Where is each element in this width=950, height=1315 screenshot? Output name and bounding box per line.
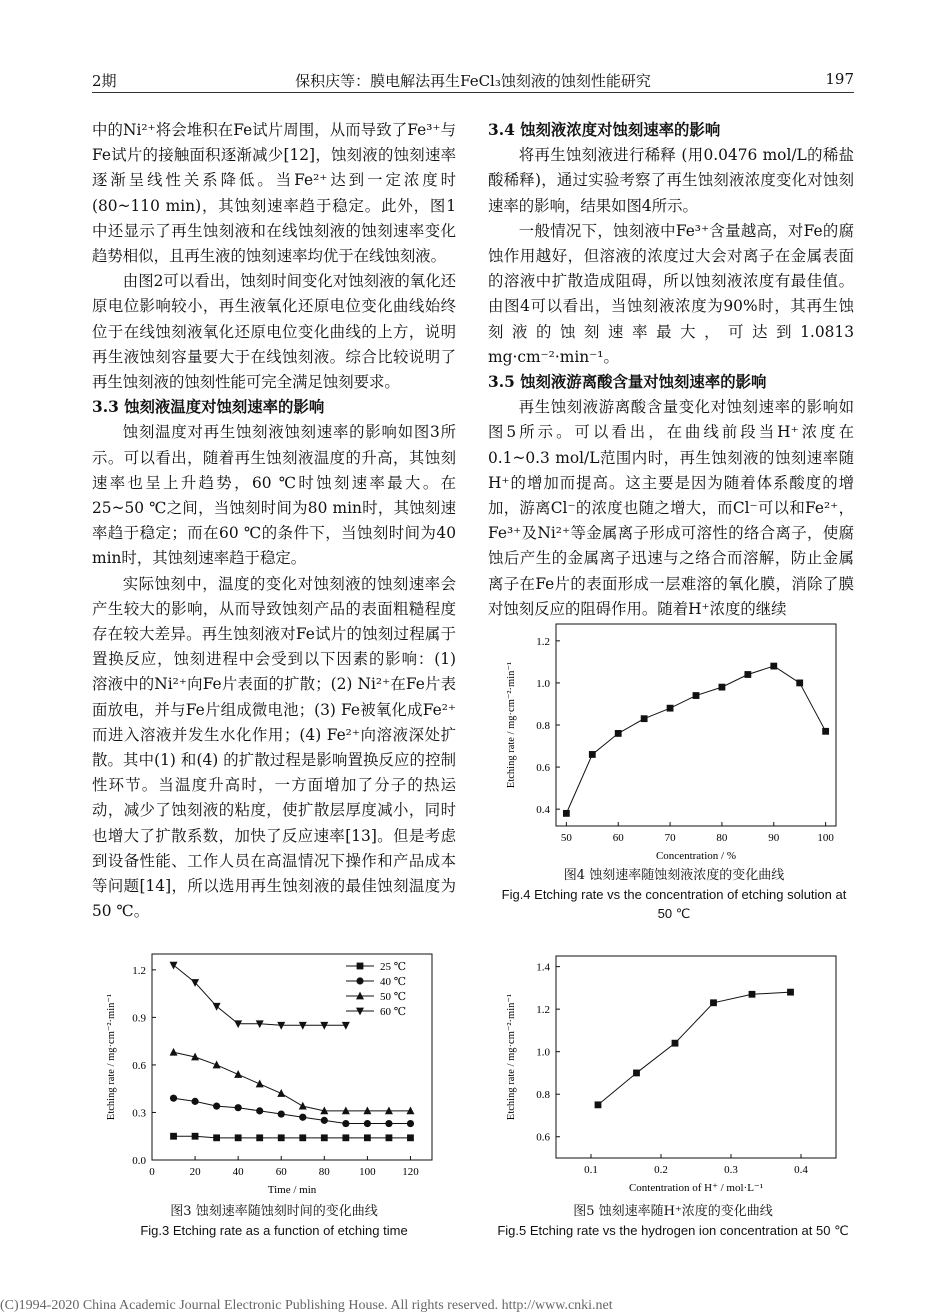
- y-tick-label: 1.2: [536, 635, 550, 648]
- data-point: [589, 751, 596, 758]
- data-point: [744, 671, 751, 678]
- y-axis-label: Etching rate / mg·cm⁻²·min⁻¹: [506, 993, 517, 1121]
- data-point: [641, 715, 648, 722]
- legend-marker: [357, 963, 364, 970]
- data-point: [213, 1103, 220, 1110]
- data-point: [770, 663, 777, 670]
- data-point: [256, 1080, 264, 1088]
- body-paragraph: 将再生蚀刻液进行稀释 (用0.0476 mol/L的稀盐酸稀释)，通过实验考察了再生蚀刻液浓度变化对蚀刻速率的影响，结果如图4所示。: [488, 146, 854, 215]
- x-tick-label: 0.3: [724, 1164, 738, 1176]
- figure-5-caption-cn: 图5 蚀刻速率随H⁺浓度的变化曲线: [573, 1204, 773, 1219]
- data-point: [672, 1040, 679, 1047]
- data-point: [822, 728, 829, 735]
- plot-frame: [556, 956, 836, 1158]
- data-point: [342, 1134, 349, 1141]
- data-point: [191, 1098, 198, 1105]
- y-tick-label: 0.4: [536, 804, 550, 817]
- data-point: [386, 1134, 393, 1141]
- x-axis-label: Contentration of H⁺ / mol·L⁻¹: [628, 1182, 764, 1194]
- x-tick-label: 60: [275, 1166, 287, 1178]
- data-point: [321, 1117, 328, 1124]
- legend-label: 25 ℃: [380, 961, 407, 973]
- data-point: [170, 1048, 178, 1056]
- x-tick-label: 100: [817, 832, 834, 844]
- plot-frame: [556, 624, 836, 826]
- y-tick-label: 0.8: [536, 1089, 550, 1102]
- data-point: [277, 1089, 285, 1097]
- figure-3-chart: [100, 946, 440, 1198]
- figure-5-caption: [490, 1202, 856, 1240]
- figure-5-caption-en: Fig.5 Etching rate vs the hydrogen ion concentration at 50 ℃: [497, 1223, 849, 1238]
- series-line: [598, 992, 791, 1105]
- data-point: [256, 1134, 263, 1141]
- body-paragraph: 中的Ni²⁺将会堆积在Fe试片周围，从而导致了Fe³⁺与Fe试片的接触面积逐渐减少[12]，蚀刻液的蚀刻速率逐渐呈线性关系降低。当Fe²⁺达到一定浓度时(80~110 min)，其蚀刻速率趋于稳定。此外，图1中还显示了再生蚀刻液和在线蚀刻液的蚀刻速率变化趋势相似，且再生液的蚀刻速率均优于在线蚀刻液。: [92, 121, 456, 266]
- running-title: 保积庆等：膜电解法再生FeCl₃蚀刻液的蚀刻性能研究: [295, 72, 651, 90]
- y-tick-label: 0.8: [536, 720, 550, 732]
- body-paragraph: 实际蚀刻中，温度的变化对蚀刻液的蚀刻速率会产生较大的影响，从而导致蚀刻产品的表面粗糙程度存在较大差异。再生蚀刻液对Fe试片的蚀刻过程属于置换反应，蚀刻进程中会受到以下因素的影响：(1) 溶液中的Ni²⁺向Fe片表面的扩散；(2) Ni²⁺在Fe片表面放电，并与Fe片组成微电池；(3) Fe被氧化成Fe²⁺而进入溶液并发生水化作用；(4) Fe²⁺向溶液深处扩散。其中(1) 和(4) 的扩散过程是影响置换反应的控制性环节。当温度升高时，一方面增加了分子的热运动，减少了蚀刻液的粘度，使扩散层厚度减小，同时也增大了扩散系数，加快了反应速率[13]。但是考虑到设备性能、工作人员在高温情况下操作和产品成本等问题[14]，所以选用再生蚀刻液的最佳蚀刻温度为50 ℃。: [92, 574, 456, 921]
- figure-3-caption: [92, 1202, 456, 1240]
- figure-4-caption-cn: 图4 蚀刻速率随蚀刻液浓度的变化曲线: [563, 868, 785, 883]
- data-point: [235, 1134, 242, 1141]
- data-point: [256, 1107, 263, 1114]
- data-point: [407, 1120, 414, 1127]
- copyright-footer: (C)1994-2020 China Academic Journal Electronic Publishing House. All rights reserved. http://www.cnki.net: [0, 1298, 613, 1313]
- x-axis-label: Concentration / %: [655, 850, 737, 862]
- data-point: [595, 1101, 602, 1108]
- x-tick-label: 50: [560, 832, 572, 844]
- x-tick-label: 40: [232, 1166, 244, 1178]
- figure-4-caption: [498, 866, 850, 923]
- y-tick-label: 0.9: [132, 1012, 146, 1025]
- data-point: [693, 692, 700, 699]
- legend-label: 40 ℃: [380, 976, 407, 988]
- legend-label: 60 ℃: [380, 1006, 407, 1018]
- data-point: [563, 810, 570, 817]
- x-tick-label: 0.2: [654, 1164, 668, 1176]
- x-tick-label: 20: [189, 1166, 201, 1178]
- data-point: [407, 1134, 414, 1141]
- data-point: [170, 962, 178, 970]
- data-point: [667, 705, 674, 712]
- data-point: [710, 999, 717, 1006]
- issue-number: 2期: [92, 72, 117, 90]
- data-point: [278, 1134, 285, 1141]
- data-point: [234, 1070, 242, 1078]
- figure-3-caption-cn: 图3 蚀刻速率随蚀刻时间的变化曲线: [170, 1204, 378, 1219]
- data-point: [749, 991, 756, 998]
- legend-marker: [356, 977, 363, 984]
- series-line: [174, 965, 346, 1025]
- data-point: [364, 1134, 371, 1141]
- page-number: 197: [825, 70, 854, 88]
- data-point: [192, 1133, 199, 1140]
- x-tick-label: 90: [768, 832, 780, 844]
- section-heading: 3.5 蚀刻液游离酸含量对蚀刻速率的影响: [488, 373, 767, 392]
- data-point: [385, 1120, 392, 1127]
- section-heading: 3.3 蚀刻液温度对蚀刻速率的影响: [92, 398, 325, 417]
- figure-5-chart: [500, 950, 850, 1196]
- data-point: [170, 1095, 177, 1102]
- x-tick-label: 100: [359, 1166, 376, 1178]
- y-axis-label: Etching rate / mg·cm⁻²·min⁻¹: [106, 993, 117, 1121]
- running-header: [92, 66, 854, 93]
- x-axis-label: Time / min: [267, 1184, 317, 1196]
- data-point: [235, 1104, 242, 1111]
- left-text-column: [92, 118, 456, 925]
- y-tick-label: 0.6: [132, 1059, 146, 1072]
- series-line: [174, 1136, 411, 1138]
- data-point: [299, 1102, 307, 1110]
- data-point: [796, 680, 803, 687]
- body-paragraph: 一般情况下，蚀刻液中Fe³⁺含量越高，对Fe的腐蚀作用越好，但溶液的浓度过大会对离子在金属表面的溶液中扩散造成阻碍，所以蚀刻液浓度有最佳值。由图4可以看出，当蚀刻液浓度为90%时，其再生蚀刻液的蚀刻速率最大，可达到1.0813 mg·cm⁻²·min⁻¹。: [488, 221, 854, 366]
- x-tick-label: 80: [716, 832, 728, 844]
- right-text-column: [488, 118, 854, 622]
- body-paragraph: 由图2可以看出，蚀刻时间变化对蚀刻液的氧化还原电位影响较小，再生液氧化还原电位变化曲线始终位于在线蚀刻液氧化还原电位变化曲线的上方，说明再生液蚀刻容量要大于在线蚀刻液。综合比较说明了再生蚀刻液的蚀刻性能可完全满足蚀刻要求。: [92, 272, 456, 392]
- data-point: [321, 1134, 328, 1141]
- y-tick-label: 0.0: [132, 1155, 146, 1167]
- y-tick-label: 0.3: [132, 1107, 146, 1120]
- data-point: [299, 1114, 306, 1121]
- y-tick-label: 1.2: [132, 964, 146, 977]
- x-tick-label: 60: [612, 832, 624, 844]
- series-line: [566, 666, 825, 813]
- figure-4-chart: [500, 616, 850, 864]
- data-point: [170, 1133, 177, 1140]
- y-axis-label: Etching rate / mg·cm⁻²·min⁻¹: [506, 661, 517, 789]
- y-tick-label: 1.4: [536, 961, 550, 974]
- body-paragraph: 蚀刻温度对再生蚀刻液蚀刻速率的影响如图3所示。可以看出，随着再生蚀刻液温度的升高，其蚀刻速率也呈上升趋势，60 ℃时蚀刻速率最大。在25~50 ℃之间，当蚀刻时间为80 min时，其蚀刻速率趋于稳定；而在60 ℃的条件下，当蚀刻时间为40 min时，其蚀刻速率趋于稳定。: [92, 423, 456, 568]
- x-tick-label: 120: [402, 1166, 419, 1178]
- body-paragraph: 再生蚀刻液游离酸含量变化对蚀刻速率的影响如图5所示。可以看出，在曲线前段当H⁺浓度在0.1~0.3 mol/L范围内时，再生蚀刻液的蚀刻速率随H⁺的增加而提高。这主要是因为随着体系酸度的增加，游离Cl⁻的浓度也随之增大，而Cl⁻可以和Fe²⁺，Fe³⁺及Ni²⁺等金属离子形成可溶性的络合离子，使腐蚀后产生的金属离子迅速与之络合而溶解，防止金属离子在Fe片的表面形成一层难溶的氧化膜，消除了膜对蚀刻反应的阻碍作用。随着H⁺浓度的继续: [488, 398, 854, 618]
- x-tick-label: 0.4: [794, 1164, 808, 1176]
- x-tick-label: 80: [318, 1166, 330, 1178]
- data-point: [719, 684, 726, 691]
- data-point: [278, 1110, 285, 1117]
- data-point: [299, 1134, 306, 1141]
- y-tick-label: 0.6: [536, 762, 550, 775]
- y-tick-label: 1.0: [536, 677, 550, 690]
- section-heading: 3.4 蚀刻液浓度对蚀刻速率的影响: [488, 121, 721, 139]
- figure-3-caption-en: Fig.3 Etching rate as a function of etching time: [140, 1223, 408, 1238]
- series-line: [174, 1052, 411, 1111]
- data-point: [787, 989, 794, 996]
- data-point: [633, 1070, 640, 1077]
- legend-label: 50 ℃: [380, 991, 407, 1003]
- x-tick-label: 70: [664, 832, 676, 844]
- data-point: [342, 1120, 349, 1127]
- x-tick-label: 0: [149, 1166, 155, 1178]
- data-point: [213, 1134, 220, 1141]
- figure-4-caption-en: Fig.4 Etching rate vs the concentration of etching solution at 50 ℃: [501, 887, 847, 921]
- y-tick-label: 0.6: [536, 1131, 550, 1144]
- data-point: [213, 1003, 221, 1011]
- y-tick-label: 1.0: [536, 1046, 550, 1059]
- y-tick-label: 1.2: [536, 1004, 550, 1017]
- data-point: [615, 730, 622, 737]
- data-point: [364, 1120, 371, 1127]
- x-tick-label: 0.1: [584, 1164, 598, 1176]
